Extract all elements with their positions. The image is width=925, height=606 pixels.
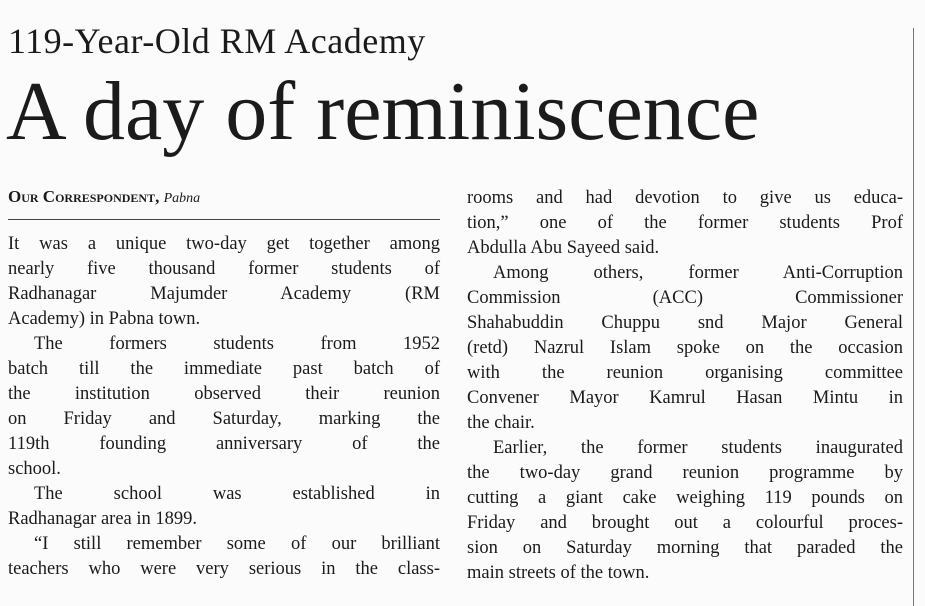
text-line: It was a unique two-day get together among [8,234,440,254]
text-line: batch till the immediate past batch of [8,359,440,379]
text-line: cutting a giant cake weighing 119 pounds on [467,488,903,508]
text-line: school. [8,459,61,479]
byline-location: Pabna [163,191,201,206]
text-line: Commission (ACC) Commissioner [467,288,903,308]
byline-author: Our Correspondent, [8,187,160,206]
text-line: Radhanagar Majumder Academy (RM [8,284,440,304]
article-column-2 [467,186,903,586]
text-line: teachers who were very serious in the class- [8,559,440,579]
text-line: “I still remember some of our brilliant [34,534,440,554]
text-line: rooms and had devotion to give us educa- [467,188,903,208]
text-line: nearly five thousand former students of [8,259,440,279]
text-line: with the reunion organising committee [467,363,903,383]
text-line: Convener Mayor Kamrul Hasan Mintu in [467,388,903,408]
text-line: Academy) in Pabna town. [8,309,201,329]
text-line: on Friday and Saturday, marking the [8,409,440,429]
text-line: Earlier, the former students inaugurated [493,438,903,458]
text-line: The school was established in [34,484,440,504]
article-headline: A day of reminiscence [6,65,760,158]
text-line: The formers students from 1952 [34,334,440,354]
byline [8,187,200,207]
text-line: the two-day grand reunion programme by [467,463,903,483]
text-line: the institution observed their reunion [8,384,440,404]
text-line: the chair. [467,413,535,433]
text-line: sion on Saturday morning that paraded the [467,538,903,558]
text-line: Abdulla Abu Sayeed said. [467,238,660,258]
byline-divider [8,219,440,220]
text-line: 119th founding anniversary of the [8,434,440,454]
text-line: Radhanagar area in 1899. [8,509,198,529]
article-column-1 [8,232,440,582]
text-line: (retd) Nazrul Islam spoke on the occasion [467,338,903,358]
text-line: tion,” one of the former students Prof [467,213,903,233]
text-line: Friday and brought out a colourful proces- [467,513,903,533]
text-line: Shahabuddin Chuppu snd Major General [467,313,903,333]
article-kicker: 119-Year-Old RM Academy [8,21,426,61]
text-line: main streets of the town. [467,563,650,583]
text-line: Among others, former Anti-Corruption [493,263,903,283]
column-rule [913,28,914,606]
